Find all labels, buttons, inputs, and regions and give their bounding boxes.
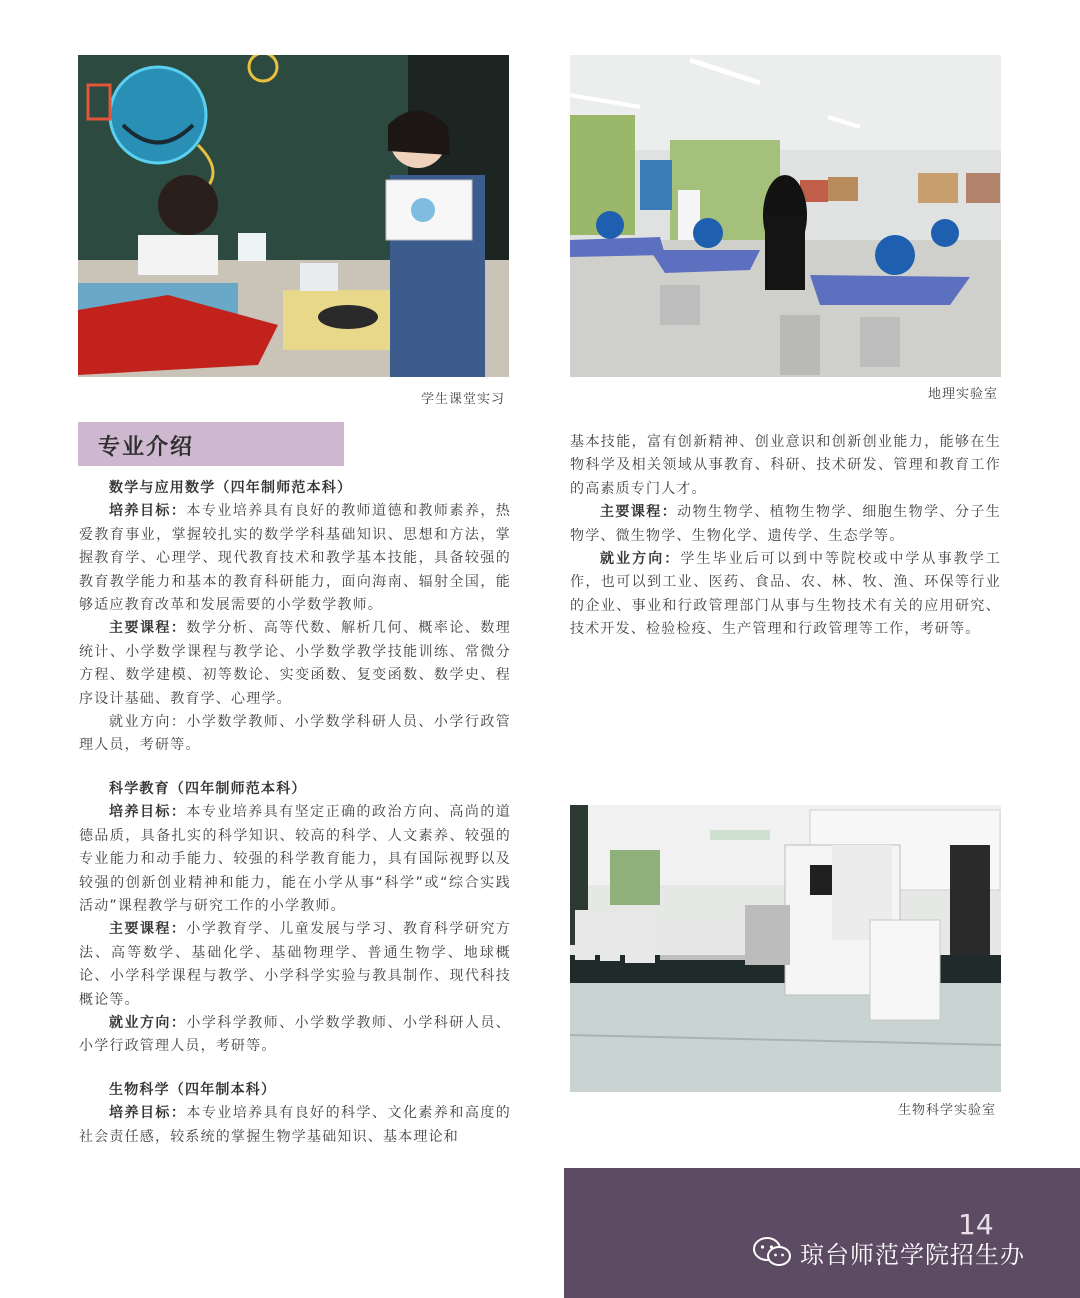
biology-course-text: 动物生物学、植物生物学、细胞生物学、分子生物学、微生物学、生物化学、遗传学、生态学等。: [570, 504, 1002, 544]
science-course-label: 主要课程：: [109, 921, 187, 938]
math-goal-text: 本专业培养具有良好的教师道德和教师素养，热爱教育事业，掌握较扎实的数学学科基础知识、思想和方法，掌握教育学、心理学、现代教育技术和教学基本技能，具备较强的教育教学能力和基本的教育科研能力，面向海南、辐射全国，能够适应教育改革和发展需要的小学数学教师。: [79, 503, 511, 614]
math-career: 就业方向：小学数学教师、小学数学科研人员、小学行政管理人员，考研等。: [79, 714, 511, 754]
biology-goal-part2: 基本技能，富有创新精神、创业意识和创新创业能力，能够在生物科学及相关领域从事教育、科研、技术研发、管理和教育工作的高素质专门人才。: [570, 434, 1001, 497]
math-course-text: 数学分析、高等代数、解析几何、概率论、数理统计、小学数学课程与教学论、小学数学教学技能训练、常微分方程、数学建模、初等数论、实变函数、复变函数、数学史、程序设计基础、教育学、心理学。: [79, 620, 511, 707]
biology-goal-text-left: 本专业培养具有良好的科学、文化素养和高度的社会责任感，较系统的掌握生物学基础知识、基本理论和: [79, 1105, 511, 1145]
wechat-icon: [752, 1236, 792, 1268]
biology-lab-caption: 生物科学实验室: [898, 1103, 997, 1118]
science-goal-text: 本专业培养具有坚定正确的政治方向、高尚的道德品质，具备扎实的科学知识、较高的科学、人文素养、较强的专业能力和动手能力、较强的科学教育能力，具有国际视野以及较强的创新创业精神和能力，能在小学从事“科学”或“综合实践活动”课程教学与研究工作的小学教师。: [79, 804, 511, 914]
biology-career-text: 学生毕业后可以到中等院校或中学从事教学工作，也可以到工业、医药、食品、农、林、牧、渔、环保等行业的企业、事业和行政管理部门从事与生物技术有关的应用研究、技术开发、检验检疫、生产管理和行政管理等工作，考研等。: [570, 551, 1001, 638]
page-number: 14: [958, 1208, 994, 1241]
section-title: 专业介绍: [98, 435, 195, 460]
biology-lab-photo: [570, 805, 1001, 1092]
science-course-text: 小学教育学、儿童发展与学习、教育科学研究方法、高等数学、基础化学、基础物理学、普通生物学、地球概论、小学科学课程与教学、小学科学实验与教具制作、现代科技概论等。: [79, 921, 511, 1008]
biology-heading: 生物科学（四年制本科）: [109, 1081, 277, 1098]
left-column: [79, 477, 511, 1149]
science-goal-label: 培养目标：: [109, 804, 187, 821]
biology-goal-part1: [79, 1102, 511, 1149]
section-title-tab: [78, 422, 344, 466]
math-course-label: 主要课程：: [109, 620, 187, 637]
biology-goal-label: 培养目标：: [109, 1105, 187, 1122]
science-career-label: 就业方向：: [109, 1014, 187, 1031]
classroom-practice-photo: [78, 55, 509, 377]
biology-career: [570, 548, 1001, 642]
brand-name: 琼台师范学院招生办: [800, 1240, 1025, 1269]
math-goal-label: 培养目标：: [109, 503, 187, 520]
wechat-brand: [752, 1232, 1025, 1272]
science-heading: 科学教育（四年制师范本科）: [109, 780, 307, 797]
math-heading: 数学与应用数学（四年制师范本科）: [109, 480, 353, 496]
science-career: [79, 1012, 511, 1059]
geography-lab-caption: 地理实验室: [928, 387, 999, 402]
biology-career-label: 就业方向：: [600, 551, 681, 568]
biology-course-label: 主要课程：: [600, 504, 678, 521]
biology-courses: [570, 501, 1001, 548]
science-career-text: 小学科学教师、小学数学教师、小学科研人员、小学行政管理人员，考研等。: [79, 1014, 511, 1055]
classroom-practice-caption: 学生课堂实习: [421, 392, 506, 407]
math-courses: [79, 617, 511, 711]
geography-lab-photo: [570, 55, 1001, 377]
science-goal: [79, 801, 511, 918]
science-courses: [79, 918, 511, 1012]
math-goal: [79, 500, 511, 617]
right-column: [570, 431, 1001, 642]
